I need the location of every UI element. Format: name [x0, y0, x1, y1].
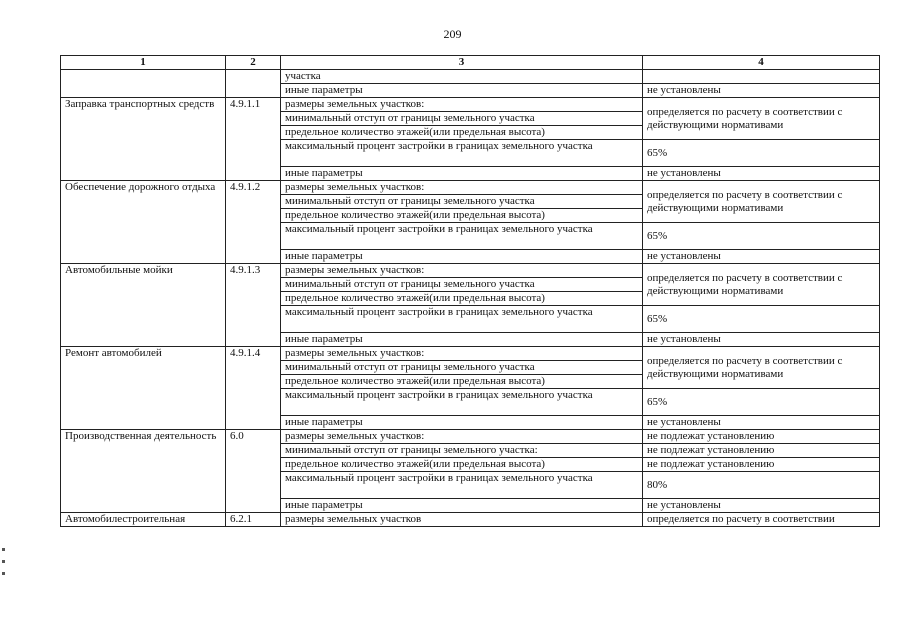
param-cell: максимальный процент застройки в границах земельного участка — [281, 223, 643, 250]
column-header: 3 — [281, 56, 643, 70]
page-number: 209 — [443, 27, 462, 41]
param-cell: максимальный процент застройки в границах земельного участка — [281, 472, 643, 499]
use-name-cell: Обеспечение дорожного отдыха — [61, 181, 226, 264]
use-name-cell: Ремонт автомобилей — [61, 347, 226, 430]
value-cell: 65% — [643, 306, 880, 333]
use-name-cell: Автомобилестроительная — [61, 513, 226, 527]
table-row — [61, 70, 880, 84]
param-cell: размеры земельных участков: — [281, 347, 643, 361]
table-row — [61, 513, 880, 527]
column-header: 2 — [226, 56, 281, 70]
param-cell: размеры земельных участков: — [281, 181, 643, 195]
scan-mark — [2, 572, 5, 575]
value-cell: 65% — [643, 389, 880, 416]
table-header-row — [61, 56, 880, 70]
code-cell: 4.9.1.1 — [226, 98, 281, 181]
use-name-cell — [61, 70, 226, 98]
value-cell: не установлены — [643, 250, 880, 264]
value-cell — [643, 70, 880, 84]
param-cell: предельное количество этажей(или предельная высота) — [281, 209, 643, 223]
table-row — [61, 98, 880, 112]
param-cell: максимальный процент застройки в границах земельного участка — [281, 306, 643, 333]
param-cell: иные параметры — [281, 416, 643, 430]
value-cell: не установлены — [643, 499, 880, 513]
param-cell: максимальный процент застройки в границах земельного участка — [281, 140, 643, 167]
table-row — [61, 347, 880, 361]
param-cell: максимальный процент застройки в границах земельного участка — [281, 389, 643, 416]
code-cell: 6.2.1 — [226, 513, 281, 527]
param-cell: размеры земельных участков: — [281, 430, 643, 444]
param-cell: размеры земельных участков — [281, 513, 643, 527]
value-cell: не установлены — [643, 333, 880, 347]
param-cell: минимальный отступ от границы земельного участка: — [281, 444, 643, 458]
code-cell: 6.0 — [226, 430, 281, 513]
value-cell: не подлежат установлению — [643, 444, 880, 458]
table-row — [61, 264, 880, 278]
param-cell: иные параметры — [281, 167, 643, 181]
param-cell: предельное количество этажей(или предельная высота) — [281, 292, 643, 306]
regulations-table — [60, 55, 880, 527]
param-cell: иные параметры — [281, 499, 643, 513]
param-cell: минимальный отступ от границы земельного участка — [281, 278, 643, 292]
table-row — [61, 430, 880, 444]
param-cell: участка — [281, 70, 643, 84]
code-cell: 4.9.1.3 — [226, 264, 281, 347]
value-cell: определяется по расчету в соответствии с действующими нормативами — [643, 98, 880, 140]
param-cell: иные параметры — [281, 250, 643, 264]
param-cell: минимальный отступ от границы земельного участка — [281, 361, 643, 375]
value-cell: 80% — [643, 472, 880, 499]
param-cell: размеры земельных участков: — [281, 98, 643, 112]
param-cell: предельное количество этажей(или предельная высота) — [281, 126, 643, 140]
param-cell: размеры земельных участков: — [281, 264, 643, 278]
table-body — [61, 70, 880, 527]
value-cell: 65% — [643, 140, 880, 167]
param-cell: иные параметры — [281, 84, 643, 98]
value-cell: не подлежат установлению — [643, 430, 880, 444]
use-name-cell: Производственная деятельность — [61, 430, 226, 513]
param-cell: предельное количество этажей(или предельная высота) — [281, 375, 643, 389]
use-name-cell: Автомобильные мойки — [61, 264, 226, 347]
param-cell: минимальный отступ от границы земельного участка — [281, 195, 643, 209]
use-name-cell: Заправка транспортных средств — [61, 98, 226, 181]
param-cell: минимальный отступ от границы земельного участка — [281, 112, 643, 126]
scan-mark — [2, 548, 5, 551]
param-cell: иные параметры — [281, 333, 643, 347]
column-header: 1 — [61, 56, 226, 70]
column-header: 4 — [643, 56, 880, 70]
param-cell: предельное количество этажей(или предельная высота) — [281, 458, 643, 472]
code-cell: 4.9.1.2 — [226, 181, 281, 264]
code-cell: 4.9.1.4 — [226, 347, 281, 430]
value-cell: определяется по расчету в соответствии с действующими нормативами — [643, 347, 880, 389]
value-cell: определяется по расчету в соответствии с действующими нормативами — [643, 181, 880, 223]
value-cell: определяется по расчету в соответствии с действующими нормативами — [643, 264, 880, 306]
value-cell: не установлены — [643, 84, 880, 98]
value-cell: не установлены — [643, 416, 880, 430]
code-cell — [226, 70, 281, 98]
value-cell: 65% — [643, 223, 880, 250]
value-cell: не подлежат установлению — [643, 458, 880, 472]
scan-mark — [2, 560, 5, 563]
table-row — [61, 181, 880, 195]
value-cell: определяется по расчету в соответствии — [643, 513, 880, 527]
value-cell: не установлены — [643, 167, 880, 181]
